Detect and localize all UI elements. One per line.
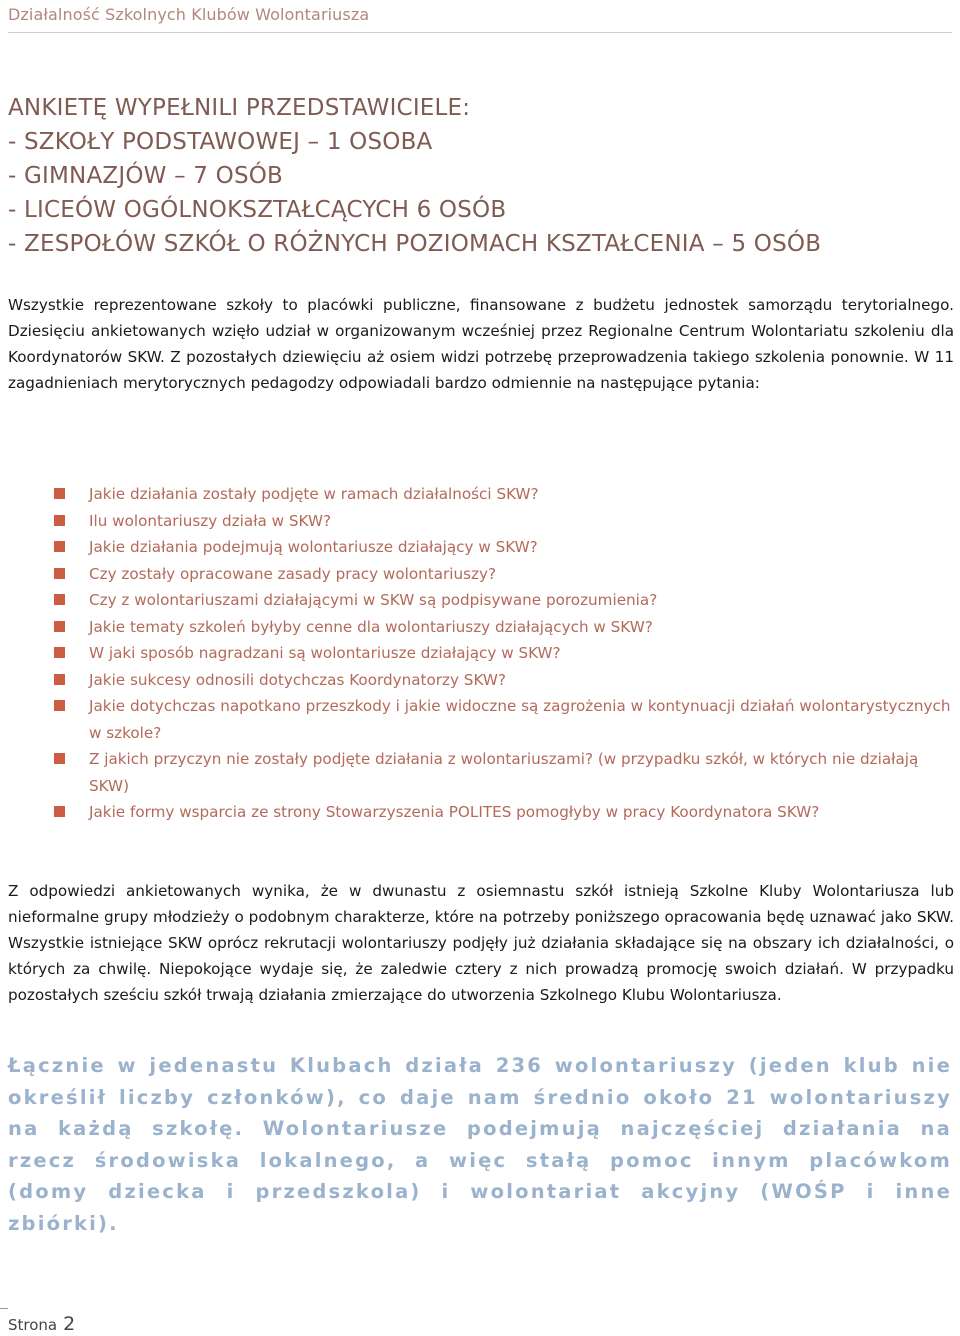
question-text: Czy z wolontariuszami działającymi w SKW są podpisywane porozumienia?: [89, 591, 658, 609]
question-item: [54, 508, 954, 535]
survey-heading: [8, 91, 952, 261]
heading-line: - LICEÓW OGÓLNOKSZTAŁCĄCYCH 6 OSÓB: [8, 197, 507, 223]
question-text: Jakie formy wsparcia ze strony Stowarzyszenia POLITES pomogłyby w pracy Koordynatora SKW?: [89, 803, 820, 821]
square-bullet-icon: [54, 568, 65, 579]
question-text: Jakie działania podejmują wolontariusze działający w SKW?: [89, 538, 538, 556]
question-item: [54, 640, 954, 667]
question-text: Jakie działania zostały podjęte w ramach działalności SKW?: [89, 485, 539, 503]
question-item: [54, 481, 954, 508]
question-item: [54, 746, 954, 799]
heading-line: - GIMNAZJÓW – 7 OSÓB: [8, 163, 284, 189]
square-bullet-icon: [54, 753, 65, 764]
footer-rule: [0, 1308, 8, 1309]
square-bullet-icon: [54, 621, 65, 632]
summary-paragraph: Z odpowiedzi ankietowanych wynika, że w dwunastu z osiemnastu szkół istnieją Szkolne Kluby Wolontariusza lub nieformalne grupy młodzieży o podobnym charakterze, które na potrzeby poniższego opracowania będę uznawać jako SKW. Wszystkie istniejące SKW oprócz rekrutacji wolontariuszy podjęły już działania składające się na obszary ich działalności, o których za chwilę. Niepokojące wydaje się, że zaledwie cztery z nich prowadzą promocję swoich działań. W przypadku pozostałych sześciu szkół trwają działania zmierzające do utworzenia Szkolnego Klubu Wolontariusza.: [8, 882, 954, 1004]
heading-line: ANKIETĘ WYPEŁNILI PRZEDSTAWICIELE:: [8, 95, 471, 121]
page-label: Strona: [8, 1316, 58, 1334]
question-text: Z jakich przyczyn nie zostały podjęte działania z wolontariuszami? (w przypadku szkół, w których nie działają SKW): [89, 750, 919, 795]
square-bullet-icon: [54, 488, 65, 499]
square-bullet-icon: [54, 541, 65, 552]
question-item: [54, 534, 954, 561]
question-item: [54, 693, 954, 746]
question-text: Jakie tematy szkoleń byłyby cenne dla wolontariuszy działających w SKW?: [89, 617, 653, 636]
heading-line: - SZKOŁY PODSTAWOWEJ – 1 OSOBA: [8, 129, 433, 155]
page-footer: [0, 1308, 960, 1336]
intro-paragraph: Wszystkie reprezentowane szkoły to placówki publiczne, finansowane z budżetu jednostek samorządu terytorialnego. Dziesięciu ankietowanych wzięło udział w organizowanym wcześniej przez Regionalne Centrum Wolontariatu szkoleniu dla Koordynatorów SKW. Z pozostałych dziewięciu aż osiem widzi potrzebę przeprowadzenia takiego szkolenia ponownie. W 11 zagadnieniach merytorycznych pedagodzy odpowiadali bardzo odmiennie na następujące pytania:: [8, 296, 954, 392]
page-number: 2: [63, 1313, 76, 1335]
question-item: [54, 799, 954, 826]
page-header: [8, 4, 952, 33]
question-list: [54, 481, 954, 826]
question-text: Jakie dotychczas napotkano przeszkody i jakie widoczne są zagrożenia w kontynuacji działań wolontarystycznych w szkole?: [89, 697, 951, 742]
question-text: Jakie sukcesy odnosili dotychczas Koordynatorzy SKW?: [89, 670, 506, 689]
question-text: Ilu wolontariuszy działa w SKW?: [89, 511, 332, 530]
header-title: Działalność Szkolnych Klubów Wolontariusza: [8, 5, 370, 24]
square-bullet-icon: [54, 594, 65, 605]
square-bullet-icon: [54, 700, 65, 711]
page-number-label: [8, 1313, 75, 1335]
highlight-paragraph: Łącznie w jedenastu Klubach działa 236 wolontariuszy (jeden klub nie określił liczby członków), co daje nam średnio około 21 wolontariuszy na każdą szkołę. Wolontariusze podejmują najczęściej działania na rzecz środowiska lokalnego, a więc stałą pomoc innym placówkom (domy dziecka i przedszkola) i wolontariat akcyjny (WOŚP i inne zbiórki).: [8, 1054, 952, 1235]
heading-line: - ZESPOŁÓW SZKÓŁ O RÓŻNYCH POZIOMACH KSZTAŁCENIA – 5 OSÓB: [8, 231, 822, 257]
square-bullet-icon: [54, 674, 65, 685]
question-item: [54, 561, 954, 588]
question-item: [54, 587, 954, 614]
square-bullet-icon: [54, 647, 65, 658]
question-text: Czy zostały opracowane zasady pracy wolontariuszy?: [89, 564, 497, 583]
square-bullet-icon: [54, 806, 65, 817]
question-item: [54, 614, 954, 641]
question-item: [54, 667, 954, 694]
question-text: W jaki sposób nagradzani są wolontariusze działający w SKW?: [89, 644, 561, 662]
square-bullet-icon: [54, 515, 65, 526]
